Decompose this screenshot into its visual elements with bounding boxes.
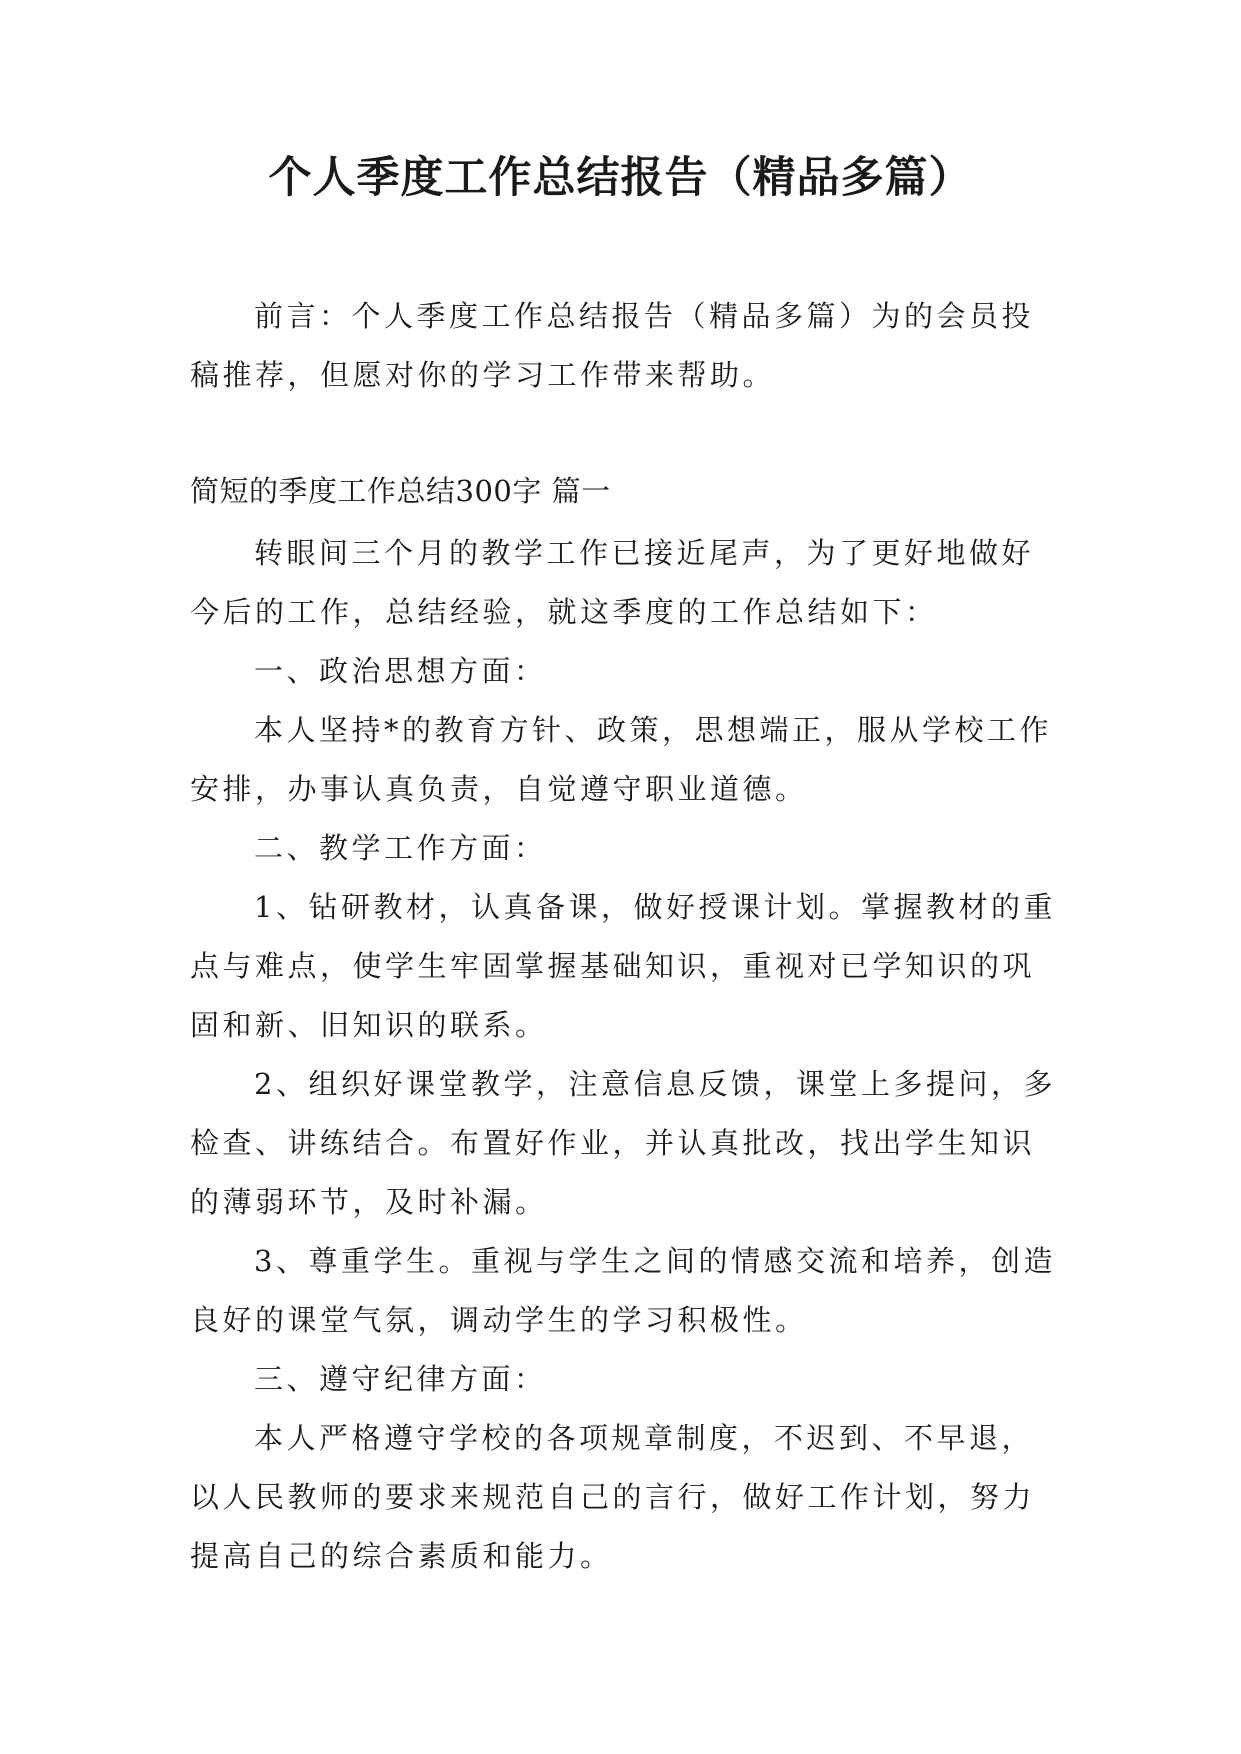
paragraph-teaching-1: 1、钻研教材，认真备课，做好授课计划。掌握教材的重点与难点，使学生牢固掌握基础知识，重视对已学知识的巩固和新、旧知识的联系。 [190,890,1056,1042]
heading-discipline: 三、遵守纪律方面： [254,1362,547,1396]
heading-political-thought: 一、政治思想方面： [254,654,547,688]
paragraph-political-thought: 本人坚持*的教育方针、政策，思想端正，服从学校工作安排，办事认真负责，自觉遵守职业道德。 [190,713,1053,806]
heading-teaching-work: 二、教学工作方面： [254,831,547,865]
paragraph-discipline: 本人严格遵守学校的各项规章制度，不迟到、不早退，以人民教师的要求来规范自己的言行，做好工作计划，努力提高自己的综合素质和能力。 [190,1421,1036,1573]
intro-block [190,287,1060,405]
paragraph-teaching-3: 3、尊重学生。重视与学生之间的情感交流和培养，创造良好的课堂气氛，调动学生的学习积极性。 [190,1244,1056,1337]
paragraph-teaching-2: 2、组织好课堂教学，注意信息反馈，课堂上多提问，多检查、讲练结合。布置好作业，并认真批改，找出学生知识的薄弱环节，及时补漏。 [190,1067,1056,1219]
paragraph-opening: 转眼间三个月的教学工作已接近尾声，为了更好地做好今后的工作，总结经验，就这季度的工作总结如下： [190,536,1035,629]
section-heading: 简短的季度工作总结300字 篇一 [190,474,611,508]
document-title: 个人季度工作总结报告（精品多篇） [268,153,973,203]
section-one [190,462,1060,1586]
intro-paragraph: 前言：个人季度工作总结报告（精品多篇）为的会员投稿推荐，但愿对你的学习工作带来帮助。 [190,299,1035,392]
